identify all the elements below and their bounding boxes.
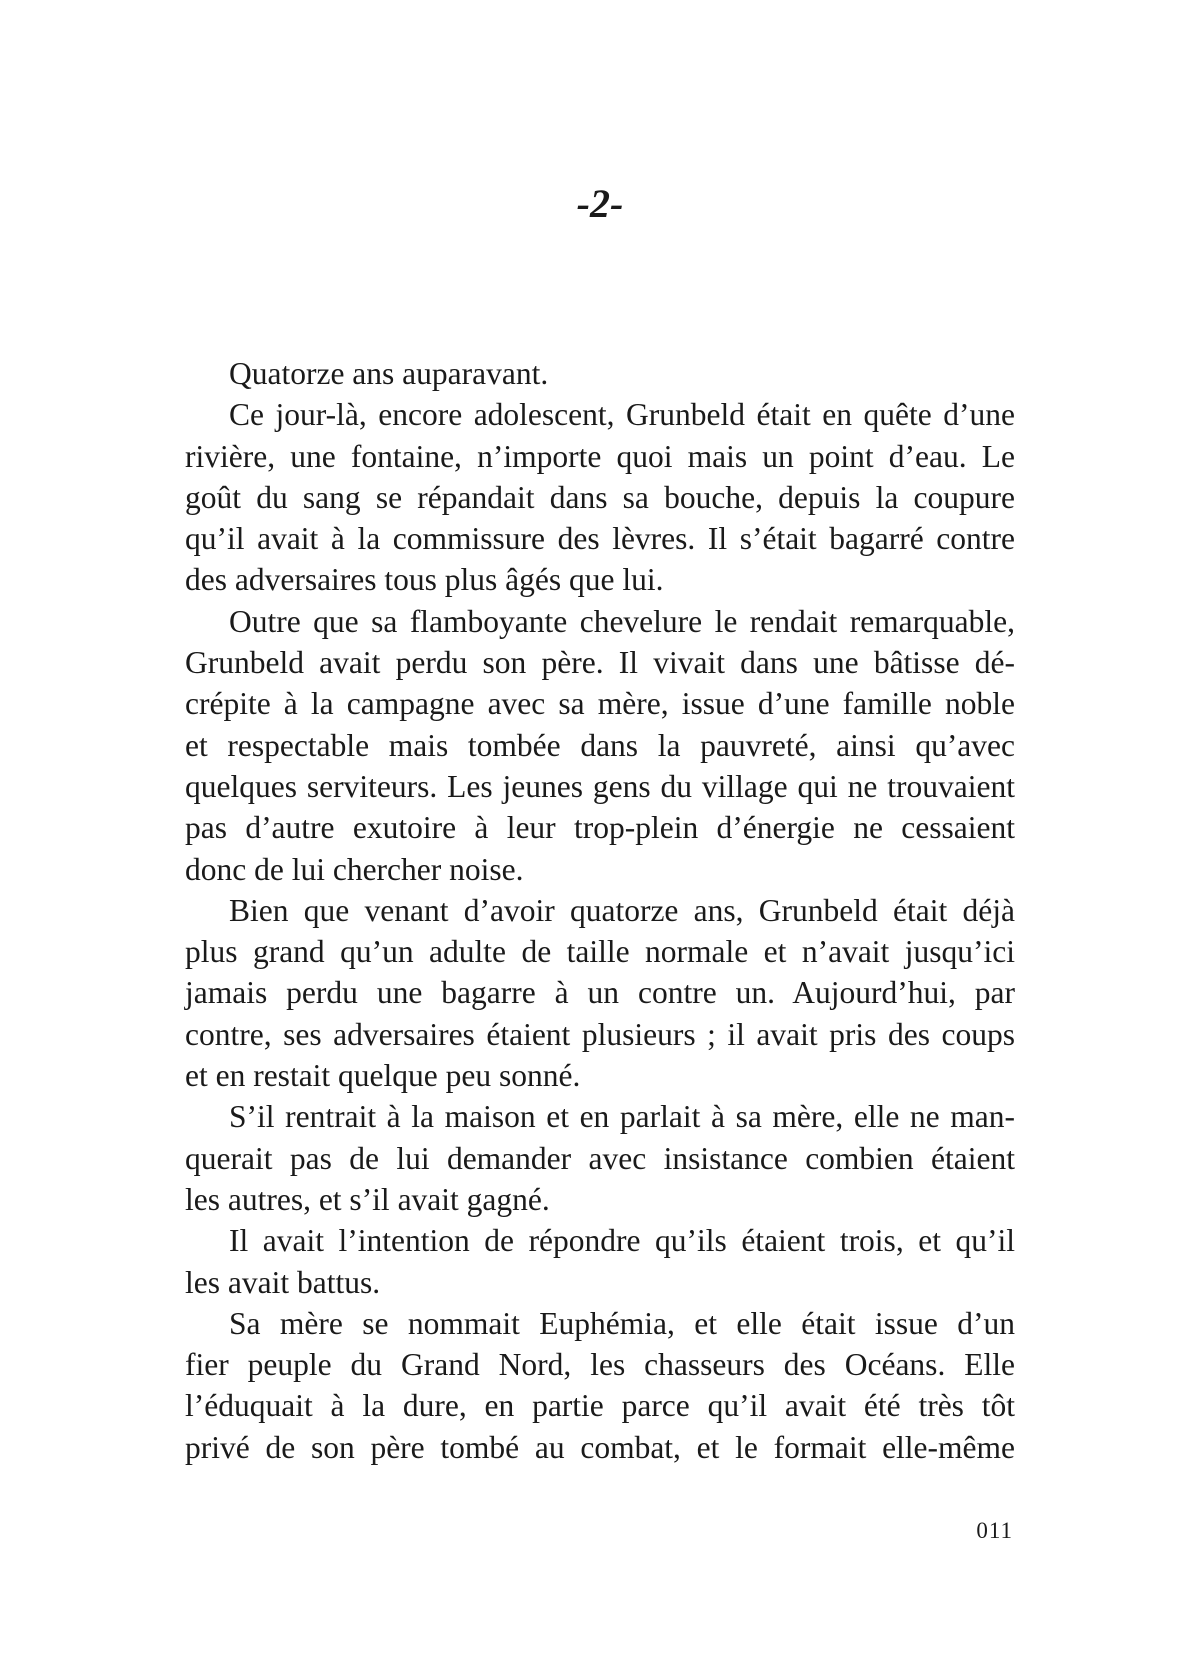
text-line: Outre que sa flamboyante chevelure le rendait remarquable, xyxy=(229,603,1015,639)
text-line: quelques serviteurs. Les jeunes gens du village qui ne trouvaient xyxy=(185,768,1015,804)
page-number: 011 xyxy=(976,1518,1013,1543)
text-line: rivière, une fontaine, n’importe quoi mais un point d’eau. Le xyxy=(185,438,1015,474)
text-line: et en restait quelque peu sonné. xyxy=(185,1058,581,1094)
text-line: les avait battus. xyxy=(185,1264,381,1300)
text-line: Grunbeld avait perdu son père. Il vivait dans une bâtisse dé- xyxy=(185,645,1015,681)
text-line: plus grand qu’un adulte de taille normale et n’avait jusqu’ici xyxy=(185,934,1015,970)
text-line: les autres, et s’il avait gagné. xyxy=(185,1181,550,1217)
text-line: l’éduquait à la dure, en partie parce qu’il avait été très tôt xyxy=(185,1388,1015,1424)
text-line: qu’il avait à la commissure des lèvres. Il s’était bagarré contre xyxy=(185,521,1015,557)
text-line: fier peuple du Grand Nord, les chasseurs des Océans. Elle xyxy=(185,1347,1015,1383)
text-line: querait pas de lui demander avec insistance combien étaient xyxy=(185,1140,1015,1176)
text-line: des adversaires tous plus âgés que lui. xyxy=(185,562,664,598)
text-line: Quatorze ans auparavant. xyxy=(229,356,549,391)
text-line: donc de lui chercher noise. xyxy=(185,851,524,887)
text-line: pas d’autre exutoire à leur trop-plein d’énergie ne cessaient xyxy=(185,810,1015,846)
text-line: jamais perdu une bagarre à un contre un. Aujourd’hui, par xyxy=(185,975,1015,1011)
text-line: Il avait l’intention de répondre qu’ils étaient trois, et qu’il xyxy=(229,1223,1015,1259)
text-line: et respectable mais tombée dans la pauvreté, ainsi qu’avec xyxy=(185,727,1015,763)
text-line: S’il rentrait à la maison et en parlait à sa mère, elle ne man- xyxy=(229,1099,1015,1135)
text-line: Ce jour-là, encore adolescent, Grunbeld était en quête d’une xyxy=(229,397,1015,433)
text-line: goût du sang se répandait dans sa bouche, depuis la coupure xyxy=(185,479,1015,515)
text-line: Sa mère se nommait Euphémia, et elle était issue d’un xyxy=(229,1305,1015,1341)
text-line: crépite à la campagne avec sa mère, issue d’une famille noble xyxy=(185,686,1015,722)
body-text xyxy=(185,353,1015,1468)
text-line: contre, ses adversaires étaient plusieurs ; il avait pris des coups xyxy=(185,1016,1015,1052)
text-line: privé de son père tombé au combat, et le formait elle-même xyxy=(185,1429,1015,1465)
chapter-title: -2- xyxy=(576,181,624,226)
text-line: Bien que venant d’avoir quatorze ans, Grunbeld était déjà xyxy=(229,892,1015,928)
